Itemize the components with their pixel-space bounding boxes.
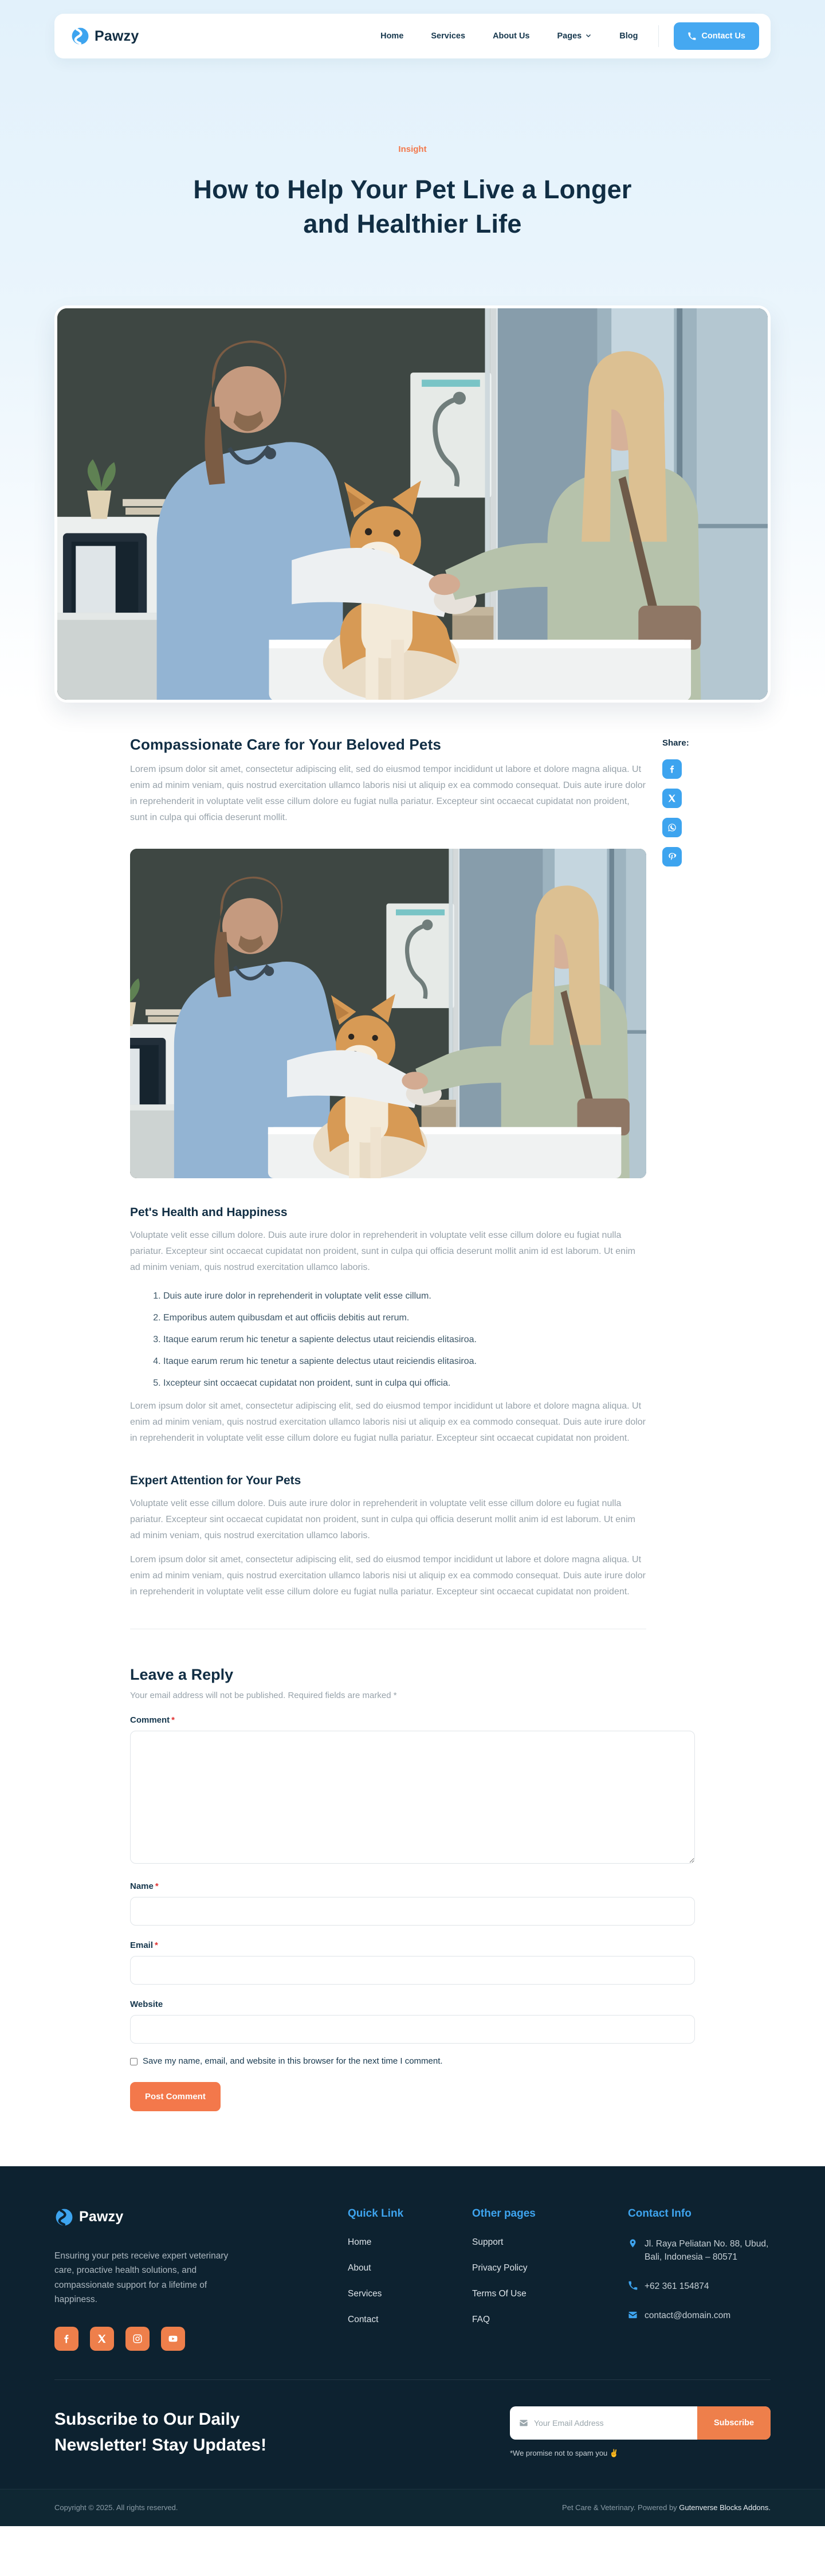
required-asterisk: * <box>155 1940 158 1950</box>
hero-image <box>54 305 771 703</box>
list-item: 1. Duis aute irure dolor in reprehenderit in voluptate velit esse cillum. <box>163 1289 646 1303</box>
footer-contact-info <box>628 2208 771 2351</box>
share-pinterest-button[interactable] <box>662 847 682 866</box>
website-label: Website <box>130 1999 163 2009</box>
website-field[interactable] <box>130 2015 695 2044</box>
article-paragraph: Lorem ipsum dolor sit amet, consectetur adipiscing elit, sed do eiusmod tempor incididunt ut labore et dolore magna aliqua. Ut enim ad minim veniam, quis nostrud exercitation ullamco laboris nisi ut aliquip ex ea commodo consequat. Duis aute irure dolor in reprehenderit in voluptate velit esse cillum dolore eu fugiat nulla pariatur. Excepteur sint occaecat cupidatat non proident. <box>130 1554 646 1597</box>
pawzy-dog-icon <box>70 26 90 46</box>
article-numbered-list <box>163 1289 646 1390</box>
required-asterisk: * <box>171 1715 175 1725</box>
article-heading-3: Expert Attention for Your Pets <box>130 1473 301 1487</box>
page-title: How to Help Your Pet Live a Longer and Healthier Life <box>193 175 632 238</box>
nav-home[interactable]: Home <box>380 32 404 41</box>
footer-link-faq[interactable]: FAQ <box>472 2314 490 2324</box>
share-whatsapp-button[interactable] <box>662 818 682 837</box>
hero-text <box>0 144 825 241</box>
article-paragraph: Lorem ipsum dolor sit amet, consectetur adipiscing elit, sed do eiusmod tempor incididunt ut labore et dolore magna aliqua. Ut enim ad minim veniam, quis nostrud exercitation ullamco laboris nisi ut aliquip ex ea commodo consequat. Duis aute irure dolor in reprehenderit in voluptate velit esse cillum dolore eu fugiat nulla pariatur. Excepteur sint occaecat cupidatat non proident. <box>130 1401 646 1443</box>
footer-column-title: Contact Info <box>628 2207 692 2220</box>
save-info-row <box>130 2056 695 2066</box>
reply-heading: Leave a Reply <box>130 1665 234 1683</box>
whatsapp-icon <box>667 823 677 832</box>
copyright-text: Copyright © 2025. All rights reserved. <box>54 2503 178 2512</box>
logo-text: Pawzy <box>95 28 139 44</box>
pawzy-dog-icon <box>54 2208 74 2227</box>
name-field[interactable] <box>130 1897 695 1926</box>
post-comment-button[interactable]: Post Comment <box>130 2082 221 2111</box>
envelope-icon <box>519 2418 528 2428</box>
post-category[interactable]: Insight <box>398 144 427 154</box>
article-body <box>130 736 646 1629</box>
phone-icon <box>628 2281 638 2291</box>
save-info-label[interactable]: Save my name, email, and website in this browser for the next time I comment. <box>143 2056 443 2066</box>
footer-brand <box>54 2208 348 2351</box>
article-heading-2: Pet's Health and Happiness <box>130 1205 288 1219</box>
email-field[interactable] <box>130 1956 695 1985</box>
contact-us-button[interactable]: Contact Us <box>674 22 759 50</box>
required-asterisk: * <box>155 1881 159 1891</box>
footer-logo-text: Pawzy <box>79 2209 124 2225</box>
footer-address: Jl. Raya Peliatan No. 88, Ubud, Bali, Indonesia – 80571 <box>628 2237 771 2264</box>
footer-link-about[interactable]: About <box>348 2263 371 2273</box>
save-info-checkbox[interactable] <box>130 2058 138 2065</box>
social-facebook-button[interactable] <box>54 2327 78 2351</box>
location-pin-icon <box>628 2238 638 2248</box>
comment-textarea[interactable] <box>130 1731 695 1864</box>
main-nav <box>380 32 638 41</box>
footer-column-title: Quick Link <box>348 2207 404 2220</box>
social-instagram-button[interactable] <box>125 2327 150 2351</box>
article-paragraph: Voluptate velit esse cillum dolore. Duis aute irure dolor in reprehenderit in voluptate velit esse cillum dolore eu fugiat nulla pariatur. Excepteur sint occaecat cupidatat non proident, sunt in culpa qui officia deserunt mollit anim id est laborum. Ut enim ad minim veniam, quis nostrud exercitation ullamco laboris. <box>130 1498 635 1540</box>
header <box>54 14 771 58</box>
chevron-down-icon <box>585 33 592 40</box>
newsletter-note: *We promise not to spam you ✌️ <box>510 2448 619 2457</box>
share-facebook-button[interactable] <box>662 759 682 779</box>
x-twitter-icon <box>97 2334 107 2344</box>
comment-form <box>130 1629 695 2111</box>
article-image <box>130 849 646 1178</box>
x-twitter-icon <box>667 794 677 803</box>
nav-pages[interactable]: Pages <box>557 32 592 41</box>
article-heading-1: Compassionate Care for Your Beloved Pets <box>130 735 442 753</box>
footer-quick-links <box>348 2208 472 2351</box>
share-rail <box>662 736 695 1629</box>
nav-divider <box>658 25 659 47</box>
footer-phone[interactable]: +62 361 154874 <box>628 2280 771 2293</box>
facebook-icon <box>667 764 677 774</box>
newsletter-email-input[interactable] <box>534 2418 688 2428</box>
footer-description: Ensuring your pets receive expert veterinary care, proactive health solutions, and compassionate support for a lifetime of happiness. <box>54 2250 229 2305</box>
facebook-icon <box>61 2334 72 2344</box>
social-x-twitter-button[interactable] <box>90 2327 114 2351</box>
footer-column-title: Other pages <box>472 2207 536 2220</box>
email-label: Email * <box>130 1940 158 1950</box>
footer-link-home[interactable]: Home <box>348 2237 372 2247</box>
list-item: 2. Emporibus autem quibusdam et aut officiis debitis aut rerum. <box>163 1311 646 1325</box>
footer-email[interactable]: contact@domain.com <box>628 2309 771 2322</box>
newsletter-form <box>510 2406 771 2440</box>
social-youtube-button[interactable] <box>161 2327 185 2351</box>
name-label: Name * <box>130 1881 159 1891</box>
comment-label: Comment * <box>130 1715 175 1725</box>
share-x-twitter-button[interactable] <box>662 789 682 808</box>
reply-note: Your email address will not be published. Required fields are marked * <box>130 1690 397 1700</box>
article-paragraph: Lorem ipsum dolor sit amet, consectetur adipiscing elit, sed do eiusmod tempor incididunt ut labore et dolore magna aliqua. Ut enim ad minim veniam, quis nostrud exercitation ullamco laboris nisi ut aliquip ex ea commodo consequat. Duis aute irure dolor in reprehenderit in voluptate velit esse cillum dolore eu fugiat nulla pariatur. Excepteur sint occaecat cupidatat non proident, sunt in culpa qui officia deserunt mollit. <box>130 764 646 822</box>
youtube-icon <box>168 2334 178 2344</box>
footer-link-privacy-policy[interactable]: Privacy Policy <box>472 2263 528 2273</box>
envelope-icon <box>628 2310 638 2320</box>
footer-link-terms-of-use[interactable]: Terms Of Use <box>472 2288 527 2299</box>
list-item: 3. Itaque earum rerum hic tenetur a sapiente delectus utaut reiciendis elitasiroa. <box>163 1333 646 1347</box>
copyright-bar <box>0 2489 825 2526</box>
subscribe-button[interactable]: Subscribe <box>697 2406 771 2440</box>
phone-icon <box>688 32 696 41</box>
gutenverse-link[interactable]: Gutenverse Blocks Addons. <box>679 2503 771 2512</box>
article-paragraph: Voluptate velit esse cillum dolore. Duis aute irure dolor in reprehenderit in voluptate velit esse cillum dolore eu fugiat nulla pariatur. Excepteur sint occaecat cupidatat non proident, sunt in culpa qui officia deserunt mollit anim id est laborum. Ut enim ad minim veniam, quis nostrud exercitation ullamco laboris. <box>130 1230 635 1272</box>
share-label: Share: <box>662 738 689 748</box>
footer-link-contact[interactable]: Contact <box>348 2314 379 2324</box>
instagram-icon <box>132 2334 143 2344</box>
footer-link-support[interactable]: Support <box>472 2237 504 2247</box>
newsletter-heading: Subscribe to Our Daily Newsletter! Stay Updates! <box>54 2409 267 2455</box>
hero-section <box>0 0 825 703</box>
nav-services[interactable]: Services <box>431 32 466 41</box>
footer <box>0 2166 825 2526</box>
nav-about-us[interactable]: About Us <box>493 32 530 41</box>
nav-blog[interactable]: Blog <box>619 32 638 41</box>
list-item: 4. Itaque earum rerum hic tenetur a sapiente delectus utaut reiciendis elitasiroa. <box>163 1355 646 1369</box>
footer-other-pages <box>472 2208 628 2351</box>
list-item: 5. Ixcepteur sint occaecat cupidatat non proident, sunt in culpa qui officia. <box>163 1377 646 1390</box>
newsletter <box>54 2379 771 2489</box>
article <box>130 703 695 2111</box>
footer-social <box>54 2327 290 2351</box>
footer-logo[interactable] <box>54 2208 290 2227</box>
logo[interactable] <box>70 26 139 46</box>
footer-link-services[interactable]: Services <box>348 2288 382 2299</box>
pinterest-icon <box>667 852 677 861</box>
credit-text: Pet Care & Veterinary. Powered by Gutenverse Blocks Addons. <box>562 2503 771 2512</box>
